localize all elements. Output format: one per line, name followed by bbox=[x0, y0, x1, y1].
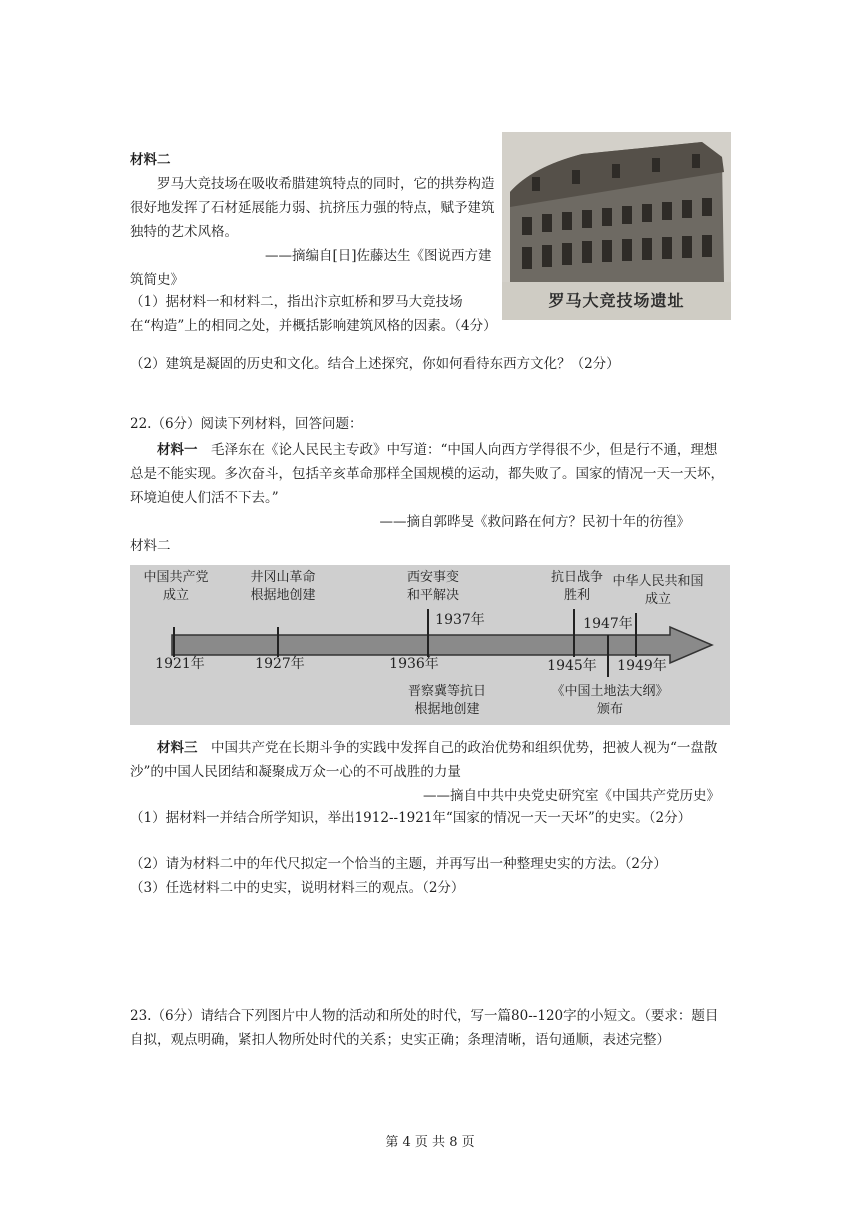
material2-label: 材料二 bbox=[130, 538, 171, 554]
material1-text: 毛泽东在《论人民民主专政》中写道：“中国人向西方学得很不少，但是行不通，理想总是不能实现。多次奋斗，包括辛亥革命那样全国规模的运动，都失败了。国家的情况一天一天坏，环境迫使人们活不下去。” bbox=[130, 442, 724, 506]
material1-label: 材料一 bbox=[157, 442, 198, 458]
material1-source: ——摘自郭晔旻《救问路在何方？民初十年的彷徨》 bbox=[379, 514, 690, 530]
q22-intro: 22.（6分）阅读下列材料，回答问题： bbox=[130, 416, 363, 432]
q22-question-1: （1）据材料一并结合所学知识，举出1912--1921年“国家的情况一天一天坏”的史实。（2分） bbox=[130, 810, 692, 826]
tl-event-1949: 中华人民共和国 成立 bbox=[612, 574, 704, 607]
q23-text: 23.（6分）请结合下列图片中人物的活动和所处的时代，写一篇80--120字的小短文。（要求：题目自拟，观点明确，紧扣人物所处时代的关系；史实正确；条理清晰，语句通顺，表述完整） bbox=[130, 1008, 719, 1048]
q22-material1 bbox=[130, 438, 730, 510]
tl-year-1921: 1921年 bbox=[155, 656, 205, 672]
colosseum-photo bbox=[502, 132, 731, 320]
question-1-top: （1）据材料一和材料二，指出汴京虹桥和罗马大竞技场在“构造”上的相同之处，并概括影响建筑风格的因素。（4分） bbox=[130, 294, 497, 334]
tl-year-1947: 1947年 bbox=[583, 616, 633, 632]
tl-year-1945: 1945年 bbox=[547, 658, 597, 674]
tl-event-1921: 中国共产党 成立 bbox=[143, 570, 209, 603]
tl-event-1945: 抗日战争 胜利 bbox=[550, 570, 603, 603]
timeline-figure bbox=[130, 565, 730, 725]
tl-year-1949: 1949年 bbox=[617, 658, 667, 674]
material2-body: 罗马大竞技场在吸收希腊建筑特点的同时，它的拱券构造很好地发挥了石材延展能力弱、抗挤压力强的特点，赋予建筑独特的艺术风格。 bbox=[130, 176, 495, 240]
tl-year-1927: 1927年 bbox=[255, 656, 305, 672]
photo-caption: 罗马大竞技场遗址 bbox=[548, 291, 685, 310]
tl-year-1936: 1936年 bbox=[389, 656, 439, 672]
tl-event-1947: 《中国土地法大纲》 颁布 bbox=[551, 684, 669, 717]
material3-text: 中国共产党在长期斗争的实践中发挥自己的政治优势和组织优势，把被人视为“一盘散沙”的中国人民团结和凝聚成万众一心的不可战胜的力量 bbox=[130, 740, 718, 780]
tl-event-1936: 西安事变 和平解决 bbox=[406, 570, 459, 603]
tl-event-1927: 井冈山革命 根据地创建 bbox=[250, 570, 316, 603]
q22-material3 bbox=[130, 736, 730, 784]
page-number: 第 4 页 共 8 页 bbox=[385, 1135, 475, 1150]
tl-event-1937: 晋察冀等抗日 根据地创建 bbox=[407, 684, 486, 717]
q22-question-3: （3）任选材料二中的史实，说明材料三的观点。（2分） bbox=[130, 880, 465, 896]
material3-source: ——摘自中共中央党史研究室《中国共产党历史》 bbox=[423, 788, 720, 804]
question-2-top: （2）建筑是凝固的历史和文化。结合上述探究，你如何看待东西方文化？（2分） bbox=[130, 356, 620, 372]
material3-label: 材料三 bbox=[157, 740, 198, 756]
tl-year-1937: 1937年 bbox=[435, 612, 485, 628]
material2-source: ——摘编自[日]佐藤达生《图说西方建筑简史》 bbox=[130, 248, 492, 288]
q22-question-2: （2）请为材料二中的年代尺拟定一个恰当的主题，并再写出一种整理史实的方法。（2分） bbox=[130, 856, 667, 872]
material2-heading: 材料二 bbox=[130, 152, 171, 168]
